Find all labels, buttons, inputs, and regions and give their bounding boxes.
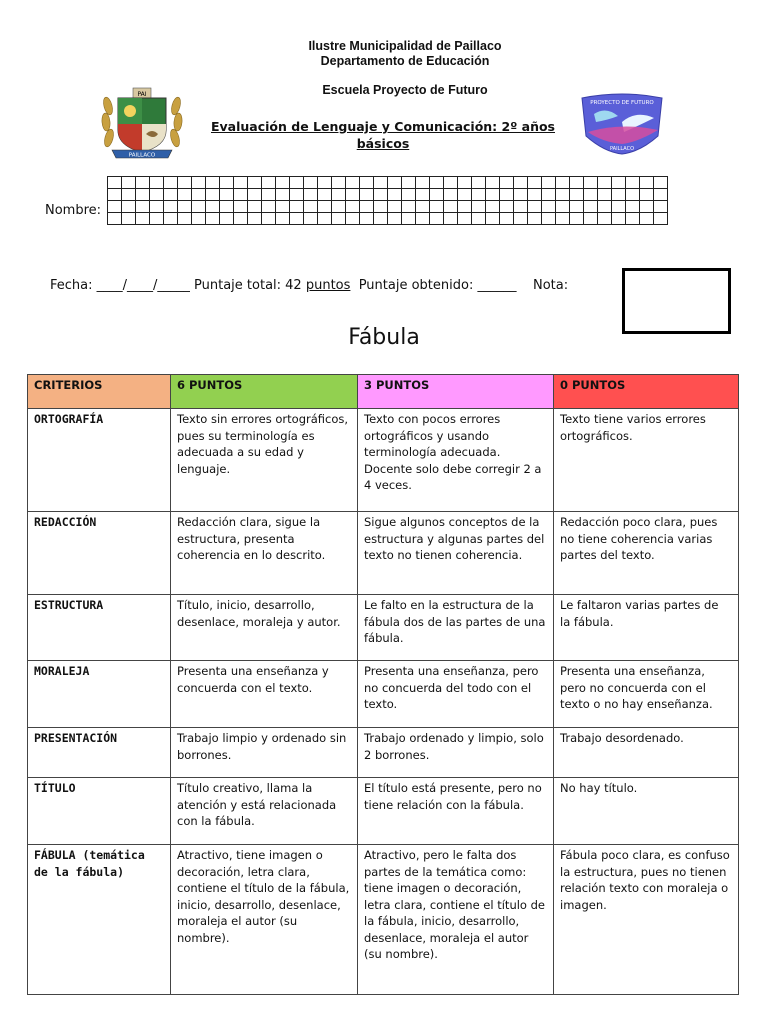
name-grid-cell[interactable] [150, 201, 164, 213]
rubric-row [28, 512, 739, 595]
name-grid-cell[interactable] [388, 201, 402, 213]
name-grid-cell[interactable] [164, 201, 178, 213]
name-grid-cell[interactable] [444, 201, 458, 213]
name-grid-cell[interactable] [262, 189, 276, 201]
name-grid-cell[interactable] [416, 189, 430, 201]
name-grid-cell[interactable] [220, 201, 234, 213]
name-grid-cell[interactable] [122, 177, 136, 189]
rubric-criterion: TÍTULO [28, 778, 171, 845]
rubric-cell: Trabajo limpio y ordenado sin borrones. [171, 728, 358, 778]
name-grid-cell[interactable] [346, 177, 360, 189]
name-grid-cell[interactable] [514, 189, 528, 201]
name-grid-cell[interactable] [164, 177, 178, 189]
rubric-cell: No hay título. [554, 778, 739, 845]
name-grid-cell[interactable] [388, 177, 402, 189]
name-grid-cell[interactable] [220, 189, 234, 201]
name-grid-cell[interactable] [388, 189, 402, 201]
name-grid-cell[interactable] [500, 189, 514, 201]
name-grid-cell[interactable] [360, 201, 374, 213]
name-grid-cell[interactable] [444, 189, 458, 201]
name-grid-cell[interactable] [318, 201, 332, 213]
name-grid-cell[interactable] [612, 213, 626, 225]
name-grid-cell[interactable] [150, 189, 164, 201]
name-grid-cell[interactable] [262, 201, 276, 213]
name-grid-cell[interactable] [248, 201, 262, 213]
name-grid-cell[interactable] [346, 213, 360, 225]
name-grid-cell[interactable] [178, 189, 192, 201]
rubric-criterion: REDACCIÓN [28, 512, 171, 595]
name-grid-cell[interactable] [304, 177, 318, 189]
department-title: Departamento de Educación [320, 54, 490, 68]
name-grid-cell[interactable] [514, 213, 528, 225]
name-grid-cell[interactable] [430, 201, 444, 213]
name-grid-cell[interactable] [220, 177, 234, 189]
name-grid-cell[interactable] [290, 201, 304, 213]
name-grid-cell[interactable] [374, 177, 388, 189]
crest-top-text: PAI [137, 91, 147, 98]
name-grid-cell[interactable] [318, 177, 332, 189]
name-grid-cell[interactable] [416, 213, 430, 225]
name-grid-cell[interactable] [430, 189, 444, 201]
name-grid-cell[interactable] [332, 213, 346, 225]
name-grid-cell[interactable] [346, 201, 360, 213]
name-grid-cell[interactable] [444, 213, 458, 225]
name-grid-cell[interactable] [234, 189, 248, 201]
name-grid-cell[interactable] [122, 213, 136, 225]
name-grid-cell[interactable] [598, 177, 612, 189]
rubric-cell: Texto con pocos errores ortográficos y usando terminología adecuada. Docente solo debe corregir 2 a 4 veces. [358, 409, 554, 512]
name-grid-cell[interactable] [206, 201, 220, 213]
name-grid-cell[interactable] [402, 189, 416, 201]
name-grid-cell[interactable] [486, 213, 500, 225]
rubric-cell: Redacción poco clara, pues no tiene coherencia varias partes del texto. [554, 512, 739, 595]
name-grid-cell[interactable] [542, 213, 556, 225]
name-grid-cell[interactable] [654, 189, 668, 201]
name-grid-cell[interactable] [206, 213, 220, 225]
name-grid-cell[interactable] [598, 213, 612, 225]
name-grid-cell[interactable] [612, 177, 626, 189]
name-grid-cell[interactable] [612, 201, 626, 213]
crest-banner-text: PAILLACO [128, 152, 156, 159]
name-grid-cell[interactable] [108, 213, 122, 225]
municipality-title: Ilustre Municipalidad de Paillaco [308, 39, 502, 53]
name-grid-cell[interactable] [626, 213, 640, 225]
name-grid-cell[interactable] [528, 201, 542, 213]
name-grid-cell[interactable] [360, 177, 374, 189]
rubric-cell: El título está presente, pero no tiene relación con la fábula. [358, 778, 554, 845]
name-grid-cell[interactable] [234, 213, 248, 225]
rubric-cell: Trabajo desordenado. [554, 728, 739, 778]
name-grid-cell[interactable] [458, 201, 472, 213]
municipality-crest-logo [100, 86, 184, 160]
name-grid-cell[interactable] [556, 189, 570, 201]
name-grid-cell[interactable] [150, 213, 164, 225]
rubric-cell: Presenta una enseñanza, pero no concuerda del todo con el texto. [358, 661, 554, 728]
name-grid-cell[interactable] [164, 213, 178, 225]
rubric-cell: Título, inicio, desarrollo, desenlace, moraleja y autor. [171, 595, 358, 661]
name-grid-cell[interactable] [220, 213, 234, 225]
name-grid-cell[interactable] [654, 213, 668, 225]
rubric-row [28, 845, 739, 995]
name-grid-cell[interactable] [136, 201, 150, 213]
name-grid-cell[interactable] [486, 201, 500, 213]
name-grid-cell[interactable] [304, 213, 318, 225]
name-grid-cell[interactable] [598, 201, 612, 213]
name-grid-cell[interactable] [500, 201, 514, 213]
rubric-cell: Atractivo, pero le falta dos partes de la temática como: tiene imagen o decoración, letra clara, contiene el título de la fábula, inicio, desarrollo, desenlace, moraleja el autor (su nombre). [358, 845, 554, 995]
name-grid-cell[interactable] [542, 201, 556, 213]
header-criterios: CRITERIOS [28, 375, 171, 409]
name-grid-row [108, 189, 668, 201]
name-grid-cell[interactable] [234, 201, 248, 213]
name-grid-cell[interactable] [542, 177, 556, 189]
name-grid-cell[interactable] [360, 213, 374, 225]
name-grid-cell[interactable] [654, 177, 668, 189]
rubric-cell: Fábula poco clara, es confuso la estructura, pues no tienen relación texto con moraleja o imagen. [554, 845, 739, 995]
name-grid-cell[interactable] [178, 177, 192, 189]
school-logo-bottom-text: PAILLACO [609, 146, 635, 152]
name-grid-cell[interactable] [640, 177, 654, 189]
name-grid-cell[interactable] [472, 213, 486, 225]
name-grid-cell[interactable] [570, 177, 584, 189]
name-grid-cell[interactable] [234, 177, 248, 189]
name-grid-cell[interactable] [500, 177, 514, 189]
rubric-cell: Texto sin errores ortográficos, pues su terminología es adecuada a su edad y lenguaje. [171, 409, 358, 512]
name-grid-cell[interactable] [458, 189, 472, 201]
rubric-cell: Presenta una enseñanza y concuerda con el texto. [171, 661, 358, 728]
nota-label: Nota: [532, 278, 569, 293]
rubric-table [27, 374, 739, 995]
rubric-cell: Trabajo ordenado y limpio, solo 2 borrones. [358, 728, 554, 778]
name-grid-cell[interactable] [472, 201, 486, 213]
name-grid-cell[interactable] [584, 213, 598, 225]
name-grid-cell[interactable] [486, 177, 500, 189]
name-grid-cell[interactable] [472, 189, 486, 201]
evaluation-title: Evaluación de Lenguaje y Comunicación: 2º años básicos [211, 119, 555, 151]
name-grid-cell[interactable] [458, 177, 472, 189]
name-grid-cell[interactable] [584, 201, 598, 213]
name-grid-cell[interactable] [192, 201, 206, 213]
name-grid-cell[interactable] [248, 213, 262, 225]
rubric-criterion: FÁBULA (temática de la fábula) [28, 845, 171, 995]
name-grid-cell[interactable] [556, 201, 570, 213]
form-info-line [50, 278, 568, 293]
name-grid-cell[interactable] [206, 189, 220, 201]
name-grid-cell[interactable] [136, 213, 150, 225]
name-grid-cell[interactable] [122, 201, 136, 213]
header-6-puntos: 6 PUNTOS [171, 375, 358, 409]
rubric-cell: Texto tiene varios errores ortográficos. [554, 409, 739, 512]
school-logo-top-text: PROYECTO DE FUTURO [590, 100, 654, 106]
name-grid-cell[interactable] [318, 189, 332, 201]
name-grid-cell[interactable] [640, 189, 654, 201]
name-grid-cell[interactable] [458, 213, 472, 225]
name-grid-cell[interactable] [402, 177, 416, 189]
name-grid-cell[interactable] [136, 189, 150, 201]
name-grid-cell[interactable] [248, 177, 262, 189]
rubric-cell: Redacción clara, sigue la estructura, presenta coherencia en lo descrito. [171, 512, 358, 595]
header-0-puntos: 0 PUNTOS [554, 375, 739, 409]
name-grid-cell[interactable] [192, 189, 206, 201]
name-grid-cell[interactable] [514, 201, 528, 213]
name-grid-cell[interactable] [346, 189, 360, 201]
rubric-row [28, 778, 739, 845]
name-grid-cell[interactable] [626, 177, 640, 189]
name-grid-cell[interactable] [598, 189, 612, 201]
rubric-cell: Le faltaron varias partes de la fábula. [554, 595, 739, 661]
rubric-row [28, 728, 739, 778]
name-grid-cell[interactable] [640, 201, 654, 213]
name-grid-cell[interactable] [122, 189, 136, 201]
name-grid-cell[interactable] [654, 201, 668, 213]
rubric-row [28, 661, 739, 728]
rubric-criterion: PRESENTACIÓN [28, 728, 171, 778]
name-grid-cell[interactable] [178, 201, 192, 213]
nombre-label: Nombre: [45, 203, 102, 218]
school-logo [578, 92, 666, 156]
name-grid-cell[interactable] [612, 189, 626, 201]
name-grid-cell[interactable] [584, 177, 598, 189]
name-grid-cell[interactable] [430, 177, 444, 189]
name-grid-cell[interactable] [290, 213, 304, 225]
name-grid-cell[interactable] [640, 213, 654, 225]
name-grid-cell[interactable] [402, 201, 416, 213]
fecha-field[interactable]: Fecha: ____/____/_____ [50, 278, 190, 293]
rubric-cell: Presenta una enseñanza, pero no concuerda con el texto o no hay enseñanza. [554, 661, 739, 728]
name-grid-cell[interactable] [514, 177, 528, 189]
name-grid-cell[interactable] [584, 189, 598, 201]
name-letter-grid[interactable] [107, 176, 668, 225]
name-grid-cell[interactable] [318, 213, 332, 225]
name-grid-cell[interactable] [108, 201, 122, 213]
name-grid-cell[interactable] [416, 201, 430, 213]
rubric-criterion: ESTRUCTURA [28, 595, 171, 661]
rubric-criterion: MORALEJA [28, 661, 171, 728]
name-grid-cell[interactable] [528, 213, 542, 225]
name-grid-cell[interactable] [374, 213, 388, 225]
name-grid-cell[interactable] [500, 213, 514, 225]
name-grid-cell[interactable] [416, 177, 430, 189]
name-grid-cell[interactable] [192, 213, 206, 225]
name-grid-cell[interactable] [430, 213, 444, 225]
name-grid-cell[interactable] [248, 189, 262, 201]
rubric-cell: Atractivo, tiene imagen o decoración, letra clara, contiene el título de la fábula, inicio, desarrollo, desenlace, moraleja el autor (su nombre). [171, 845, 358, 995]
name-grid-cell[interactable] [332, 177, 346, 189]
name-grid-cell[interactable] [528, 177, 542, 189]
page-title: Fábula [348, 325, 420, 350]
rubric-row [28, 409, 739, 512]
name-grid-cell[interactable] [304, 201, 318, 213]
name-grid-cell[interactable] [570, 213, 584, 225]
rubric-cell: Título creativo, llama la atención y está relacionada con la fábula. [171, 778, 358, 845]
name-grid-cell[interactable] [332, 201, 346, 213]
name-grid-cell[interactable] [360, 189, 374, 201]
name-grid-cell[interactable] [276, 189, 290, 201]
name-grid-cell[interactable] [374, 201, 388, 213]
name-grid-cell[interactable] [528, 189, 542, 201]
name-grid-cell[interactable] [290, 189, 304, 201]
name-grid-cell[interactable] [402, 213, 416, 225]
name-grid-cell[interactable] [570, 201, 584, 213]
name-grid-cell[interactable] [570, 189, 584, 201]
rubric-criterion: ORTOGRAFÍA [28, 409, 171, 512]
name-grid-cell[interactable] [136, 177, 150, 189]
name-grid-cell[interactable] [332, 189, 346, 201]
name-grid-cell[interactable] [262, 213, 276, 225]
name-grid-cell[interactable] [192, 177, 206, 189]
name-grid-cell[interactable] [276, 201, 290, 213]
rubric-cell: Sigue algunos conceptos de la estructura y algunas partes del texto no tienen coherencia. [358, 512, 554, 595]
name-grid-cell[interactable] [178, 213, 192, 225]
name-grid-row [108, 201, 668, 213]
name-grid-cell[interactable] [374, 189, 388, 201]
rubric-header-row [28, 375, 739, 409]
name-grid-cell[interactable] [164, 189, 178, 201]
name-grid-cell[interactable] [542, 189, 556, 201]
name-grid-cell[interactable] [262, 177, 276, 189]
name-grid-cell[interactable] [388, 213, 402, 225]
name-grid-cell[interactable] [626, 189, 640, 201]
name-grid-cell[interactable] [206, 177, 220, 189]
name-grid-cell[interactable] [444, 177, 458, 189]
puntos-word: puntos [305, 278, 351, 293]
name-grid-cell[interactable] [626, 201, 640, 213]
name-grid-cell[interactable] [108, 177, 122, 189]
name-grid-cell[interactable] [304, 189, 318, 201]
name-grid-cell[interactable] [556, 213, 570, 225]
name-grid-cell[interactable] [276, 213, 290, 225]
puntaje-total: Puntaje total: 42 [194, 278, 302, 293]
name-grid-row [108, 213, 668, 225]
name-grid-cell[interactable] [472, 177, 486, 189]
name-grid-cell[interactable] [108, 189, 122, 201]
header-3-puntos: 3 PUNTOS [358, 375, 554, 409]
name-grid-row [108, 177, 668, 189]
name-grid-cell[interactable] [290, 177, 304, 189]
school-name: Escuela Proyecto de Futuro [322, 83, 488, 97]
name-grid-cell[interactable] [276, 177, 290, 189]
rubric-cell: Le falto en la estructura de la fábula dos de las partes de una fábula. [358, 595, 554, 661]
rubric-row [28, 595, 739, 661]
name-grid-cell[interactable] [150, 177, 164, 189]
name-grid-cell[interactable] [556, 177, 570, 189]
name-grid-cell[interactable] [486, 189, 500, 201]
puntaje-obtenido-field[interactable]: Puntaje obtenido: ______ [358, 278, 517, 293]
